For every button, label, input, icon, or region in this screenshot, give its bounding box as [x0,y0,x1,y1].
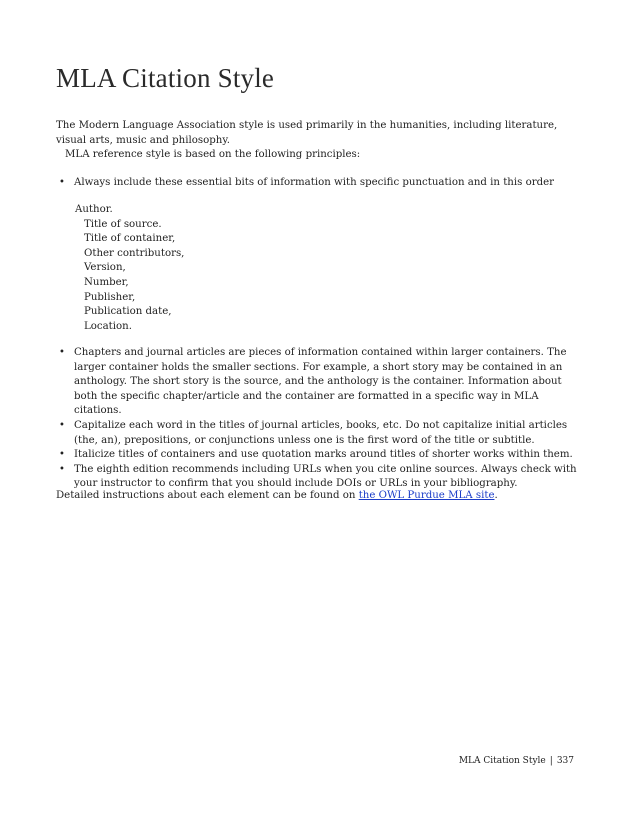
element-number: Number, [84,276,129,288]
element-author: Author. [75,204,113,215]
citation-elements-list [75,203,184,334]
element-version: Version, [84,262,126,274]
page-number: 337 [556,756,574,766]
element-publisher: Publisher, [84,291,136,303]
list-item: • Italicize titles of containers and use quotation marks around titles of shorter works within them. [56,448,578,463]
element-title-of-container: Title of container, [84,233,176,245]
page-title: MLA Citation Style [56,63,275,93]
list-item: • Always include these essential bits of information with specific punctuation and in this order [56,176,576,191]
list-item: • Chapters and journal articles are pieces of information contained within larger containers. The larger container holds the smaller sections. For example, a short story may be contained in an anthology. The short story is the source, and the anthology is the container. Information about both the specific chapter/article and the container are formatted in a specific way in MLA citations. [56,346,578,419]
element-publication-date: Publication date, [84,306,172,318]
element-other-contributors: Other contributors, [84,247,185,259]
closing-suffix: . [494,490,498,501]
owl-purdue-link[interactable]: the OWL Purdue MLA site [358,490,495,501]
closing-prefix: Detailed instructions about each element can be found on [56,490,359,501]
list-item: • Capitalize each word in the titles of journal articles, books, etc. Do not capitalize initial articles (the, an), prepositions, or conjunctions unless one is the first word of the title or subtitle. [56,419,578,448]
page-footer [459,756,574,766]
principles-line: MLA reference style is based on the following principles: [65,149,361,160]
footer-section-title: MLA Citation Style [458,756,546,766]
principles-list [56,176,576,191]
closing-paragraph [56,489,498,504]
element-title-of-source: Title of source. [84,218,162,230]
footer-separator: | [549,756,553,766]
element-location: Location. [84,320,132,332]
list-item: • The eighth edition recommends including URLs when you cite online sources. Always check with your instructor to confirm that you should include DOIs or URLs in your bibliography. [56,463,578,492]
guidelines-list [56,346,578,492]
intro-paragraph: The Modern Language Association style is used primarily in the humanities, including literature, visual arts, music and philosophy. [56,120,558,146]
